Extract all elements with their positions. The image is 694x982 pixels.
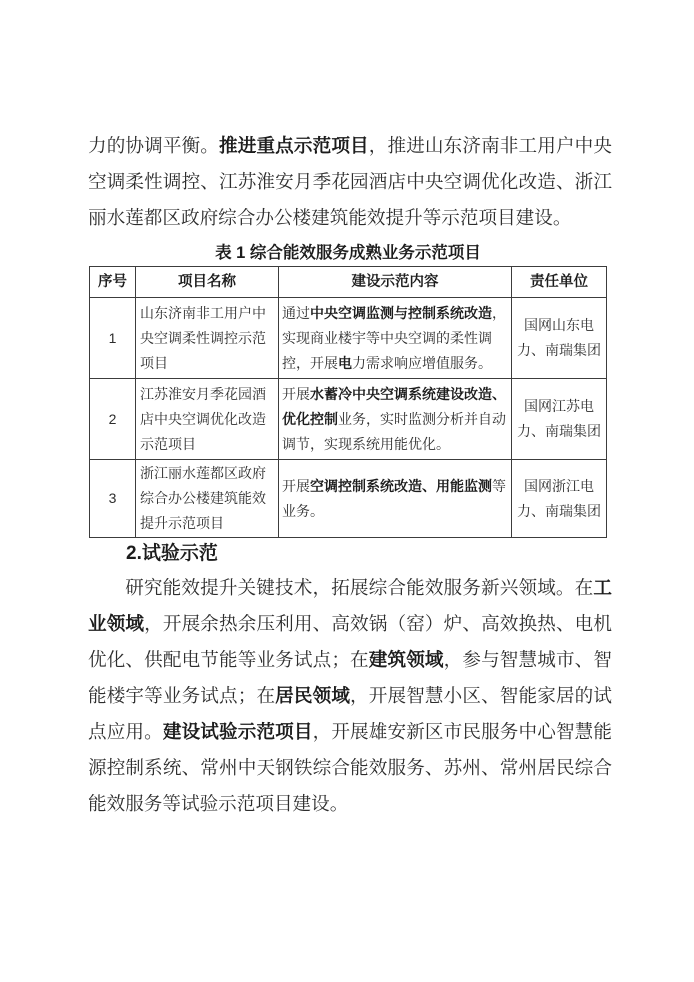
col-header-project-name: 项目名称 bbox=[136, 267, 279, 298]
paragraph-trial-demonstration: 研究能效提升关键技术，拓展综合能效服务新兴领域。在工业领域，开展余热余压利用、高效锅（窑）炉、高效换热、电机优化、供配电节能等业务试点；在建筑领域，参与智慧城市、智能楼宇等业务试点；在居民领域，开展智慧小区、智能家居的试点应用。建设试验示范项目，开展雄安新区市民服务中心智慧能源控制系统、常州中天钢铁综合能效服务、苏州、常州居民综合能效服务等试验示范项目建设。 bbox=[88, 577, 612, 814]
cell-project-name: 山东济南非工用户中央空调柔性调控示范项目 bbox=[136, 298, 279, 379]
paragraph-key-demo-projects: 力的协调平衡。推进重点示范项目，推进山东济南非工用户中央空调柔性调控、江苏淮安月季花园酒店中央空调优化改造、浙江丽水莲都区政府综合办公楼建筑能效提升等示范项目建设。 bbox=[88, 135, 612, 228]
cell-demo-content: 通过中央空调监测与控制系统改造，实现商业楼宇等中央空调的柔性调控，开展电力需求响应增值服务。 bbox=[279, 298, 512, 379]
col-header-index: 序号 bbox=[90, 267, 136, 298]
cell-index: 3 bbox=[90, 460, 136, 538]
cell-project-name: 江苏淮安月季花园酒店中央空调优化改造示范项目 bbox=[136, 379, 279, 460]
cell-responsible-unit: 国网浙江电力、南瑞集团 bbox=[512, 460, 607, 538]
cell-demo-content: 开展水蓄冷中央空调系统建设改造、优化控制业务，实时监测分析并自动调节，实现系统用能优化。 bbox=[279, 379, 512, 460]
cell-demo-content: 开展空调控制系统改造、用能监测等业务。 bbox=[279, 460, 512, 538]
table-header-row bbox=[90, 267, 607, 298]
cell-project-name: 浙江丽水莲都区政府综合办公楼建筑能效提升示范项目 bbox=[136, 460, 279, 538]
col-header-responsible-unit: 责任单位 bbox=[512, 267, 607, 298]
cell-index: 1 bbox=[90, 298, 136, 379]
section-heading: 2.试验示范 bbox=[126, 543, 218, 564]
table-caption: 表 1 综合能效服务成熟业务示范项目 bbox=[215, 244, 481, 262]
table-row bbox=[90, 460, 607, 538]
col-header-demo-content: 建设示范内容 bbox=[279, 267, 512, 298]
cell-responsible-unit: 国网山东电力、南瑞集团 bbox=[512, 298, 607, 379]
table-row bbox=[90, 379, 607, 460]
table-row bbox=[90, 298, 607, 379]
cell-responsible-unit: 国网江苏电力、南瑞集团 bbox=[512, 379, 607, 460]
demo-projects-table bbox=[89, 266, 607, 538]
cell-index: 2 bbox=[90, 379, 136, 460]
